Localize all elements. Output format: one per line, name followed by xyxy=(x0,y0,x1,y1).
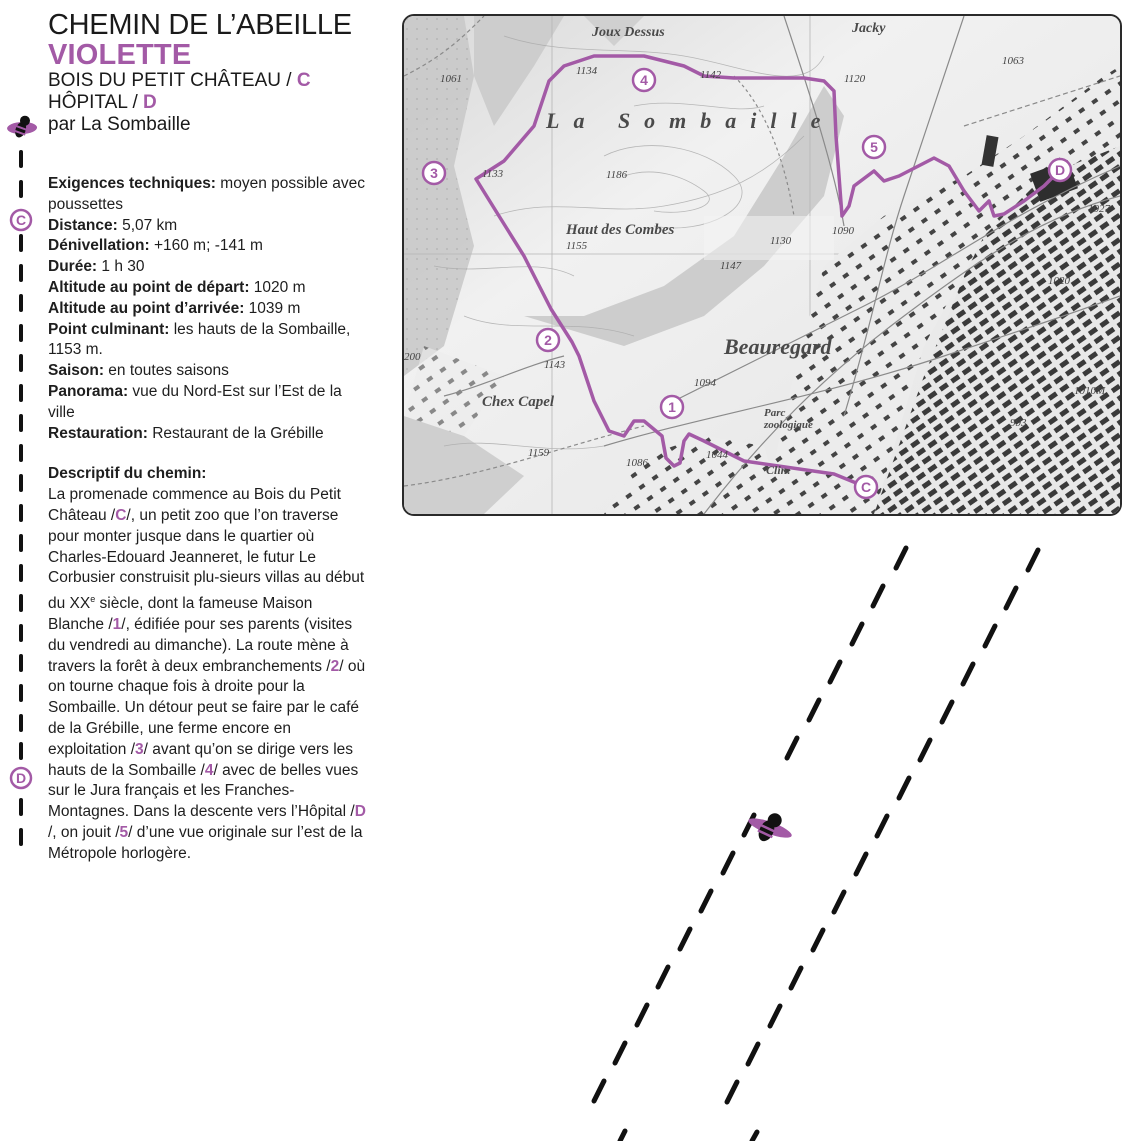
svg-text:1: 1 xyxy=(668,399,676,415)
route-title: CHEMIN DE L’ABEILLE xyxy=(48,9,352,41)
stat-elevation: Dénivellation: +160 m; -141 m xyxy=(48,237,263,255)
spot-height: 1142 xyxy=(700,69,722,81)
route-info-panel xyxy=(48,10,368,865)
route-track-decoration xyxy=(0,0,48,1141)
spot-height: 993 xyxy=(1010,417,1027,429)
stat-highest-point: Point culminant: les hauts de la Sombaille, 1153 m. xyxy=(48,320,351,359)
spot-height: 1090 xyxy=(832,225,854,237)
svg-text:5: 5 xyxy=(870,139,878,155)
spot-height: 1159 xyxy=(528,447,550,459)
place-name: zoologique xyxy=(764,419,813,431)
flight-dashes xyxy=(594,548,1038,1141)
svg-text:D: D xyxy=(15,770,27,786)
waypoint-4[interactable] xyxy=(633,69,655,91)
svg-text:D: D xyxy=(1054,162,1066,178)
spot-height: 1186 xyxy=(606,169,628,181)
spot-height: 1155 xyxy=(566,240,588,252)
description-text: La promenade commence au Bois du Petit Château /C/, un petit zoo que l’on traverse pour monter jusque dans le quartier où Charles-Edouard Jeanneret, le futur Le Corbusier construisit plu-sieurs villas au début du XXe siècle, dont la fameuse Maison Blanche /1/, édifiée pour ses parents (visites du vendredi au dimanche). La route mène à travers la forêt à deux embranchements /2/ où on tourne chaque fois à droite pour la Sombaille. Un détour peut se faire par le café de la Grébille, une ferme encore en exploitation /3/ avant qu’on se dirige vers les hauts de la Sombaille /4/ avec de belles vues sur le Jura français et les Franches-Montagnes. Dans la descente vers l’Hôpital /D /, on jouit /5/ d’une vue originale sur l’est de la Métropole horlogère. xyxy=(48,486,366,862)
spot-height: 1061 xyxy=(440,73,462,85)
spot-height: 1134 xyxy=(576,65,598,77)
stat-end-altitude: Altitude au point d’arrivée: 1039 m xyxy=(48,299,301,317)
place-name: Clin. xyxy=(766,463,791,477)
svg-text:C: C xyxy=(15,212,27,228)
bee-icon xyxy=(3,110,42,144)
spot-height: 1094 xyxy=(694,377,716,389)
bee-icon xyxy=(742,804,798,852)
place-name: Jacky xyxy=(852,21,886,36)
svg-text:2: 2 xyxy=(544,332,552,348)
spot-height: 1010M xyxy=(1074,385,1106,397)
stat-panorama: Panorama: vue du Nord-Est sur l’Est de la ville xyxy=(48,382,342,421)
stat-duration: Durée: 1 h 30 xyxy=(48,258,145,276)
waypoint-d[interactable] xyxy=(1049,159,1071,181)
place-name: Beauregard xyxy=(724,334,832,359)
svg-text:3: 3 xyxy=(430,165,438,181)
waypoint-c[interactable] xyxy=(855,476,877,498)
stat-start-altitude: Altitude au point de départ: 1020 m xyxy=(48,278,306,296)
route-title-color: VIOLETTE xyxy=(48,39,192,71)
spot-height: 1147 xyxy=(720,260,742,272)
route-via: par La Sombaille xyxy=(48,114,191,135)
description-heading: Descriptif du chemin: xyxy=(48,465,207,483)
place-name: Chex Capel xyxy=(482,394,555,410)
spot-height: 1044 xyxy=(706,449,728,461)
place-name: Parc xyxy=(764,407,786,419)
stat-season: Saison: en toutes saisons xyxy=(48,362,229,380)
spot-height: 1020 xyxy=(1048,275,1070,287)
svg-text:C: C xyxy=(860,479,872,495)
waypoint-1[interactable] xyxy=(661,396,683,418)
stat-technical: Exigences techniques: moyen possible avec poussettes xyxy=(48,175,366,213)
waypoint-3[interactable] xyxy=(423,162,445,184)
map-canvas[interactable] xyxy=(404,16,1120,514)
place-name: Haut des Combes xyxy=(566,222,675,238)
stat-distance: Distance: 5,07 km xyxy=(48,216,178,234)
spot-height: 1133 xyxy=(482,168,504,180)
track-marker-c xyxy=(11,210,31,230)
spot-height: 1120 xyxy=(844,73,866,85)
route-stats xyxy=(48,174,368,444)
spot-height: 1130 xyxy=(770,235,792,247)
track-marker-d xyxy=(11,768,31,788)
route-end: HÔPITAL / D xyxy=(48,92,157,113)
stat-restaurant: Restauration: Restaurant de la Grébille xyxy=(48,424,324,442)
waypoint-5[interactable] xyxy=(863,136,885,158)
spot-height: 1063 xyxy=(1002,55,1024,67)
waypoint-2[interactable] xyxy=(537,329,559,351)
spot-height: 1027 xyxy=(1088,203,1110,215)
route-start: BOIS DU PETIT CHÂTEAU / C xyxy=(48,70,311,91)
svg-text:4: 4 xyxy=(640,72,648,88)
spot-height: 200 xyxy=(404,351,421,363)
spot-height: 1143 xyxy=(544,359,566,371)
place-name: Joux Dessus xyxy=(592,25,665,40)
topographic-map[interactable] xyxy=(402,14,1122,516)
spot-height: 1086 xyxy=(626,457,648,469)
place-name: La Sombaille xyxy=(546,108,835,133)
